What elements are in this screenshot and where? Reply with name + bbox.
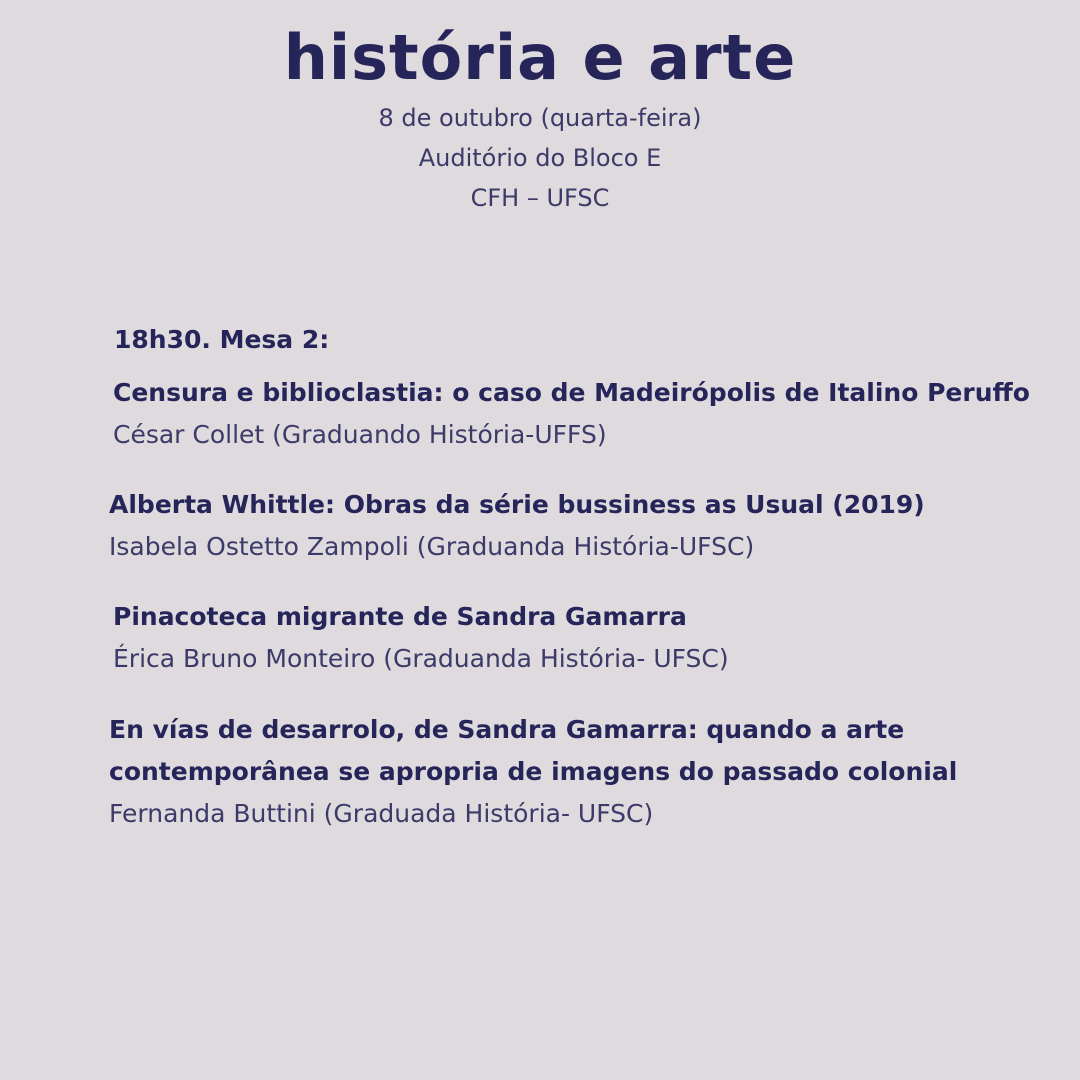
event-venue: Auditório do Bloco E [418, 144, 662, 172]
talk-item [109, 709, 957, 835]
talk-speaker: Isabela Ostetto Zampoli (Graduanda História-UFSC) [109, 532, 755, 561]
talk-title: Pinacoteca migrante de Sandra Gamarra [113, 602, 687, 631]
talk-item [109, 484, 925, 568]
event-title: história e arte [283, 21, 797, 94]
talk-title-line-2: contemporânea se apropria de imagens do passado colonial [109, 757, 958, 786]
session-label: 18h30. Mesa 2: [114, 325, 330, 354]
talk-title-line-1: En vías de desarrolo, de Sandra Gamarra: quando a arte [109, 715, 905, 744]
talk-title: Alberta Whittle: Obras da série bussiness as Usual (2019) [109, 490, 925, 519]
event-institution: CFH – UFSC [470, 184, 610, 212]
talk-speaker: César Collet (Graduando História-UFFS) [113, 420, 607, 449]
talk-item [113, 372, 1030, 456]
talk-speaker: Fernanda Buttini (Graduada História- UFSC) [109, 799, 654, 828]
talk-title: Censura e biblioclastia: o caso de Madeirópolis de Italino Peruffo [113, 378, 1030, 407]
talk-item [113, 596, 729, 680]
event-date: 8 de outubro (quarta-feira) [378, 104, 702, 132]
talk-speaker: Érica Bruno Monteiro (Graduanda História- UFSC) [113, 644, 729, 673]
